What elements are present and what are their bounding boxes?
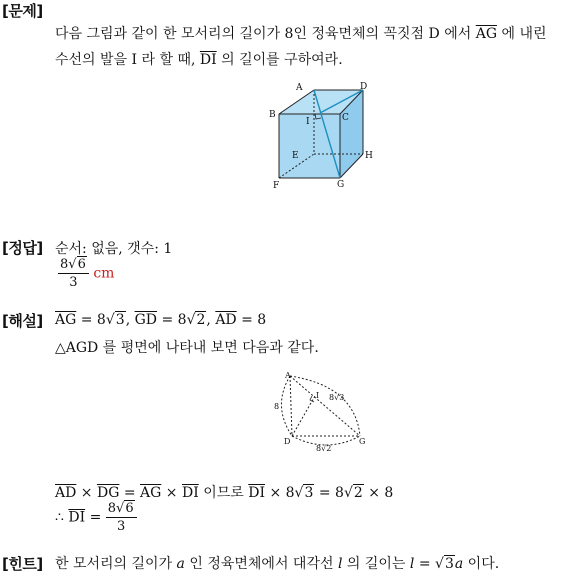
tri-label-i: I	[316, 391, 320, 400]
answer-line-1: 순서: 없음, 갯수: 1	[55, 241, 173, 257]
vertex-g: G	[337, 180, 345, 190]
solution-line-2: △AGD 를 평면에 나타내 보면 다음과 같다.	[55, 340, 319, 356]
vertex-h: H	[365, 151, 373, 161]
vertex-f: F	[273, 181, 280, 191]
vertex-a: A	[296, 83, 303, 93]
tri-label-ad: 8	[274, 402, 280, 411]
vertex-d: D	[360, 82, 368, 92]
triangle-figure	[270, 366, 380, 456]
tri-label-ag: 8√3	[329, 393, 345, 402]
tri-label-dg: 8√2	[316, 444, 332, 453]
solution-eq-1: $\overline{AG} = 8√3$, $\overline{GD} = 8√2$, $\overline{AD} = 8$	[55, 312, 267, 328]
problem-line-1: 다음 그림과 같이 한 모서리의 길이가 8인 정육면체의 꼭짓점 D 에서 $\overline{AG}$ 에 내린	[55, 26, 547, 42]
segment-di: $\overline{DI}$	[199, 52, 217, 68]
vertex-e: E	[292, 151, 299, 161]
solution-fraction: $\frac{8√6}{3}$	[106, 500, 137, 535]
tri-label-d: D	[284, 437, 291, 446]
cube-figure	[266, 80, 381, 192]
problem-line-2: 수선의 발을 I 라 할 때, $\overline{DI}$ 의 길이를 구하여라.	[55, 52, 343, 68]
answer-fraction: $\frac{8√6}{3}$	[58, 256, 89, 291]
solution-label: [해설]	[2, 312, 43, 330]
vertex-i: I	[306, 117, 310, 127]
solution-eq-2: $\overline{AD} \times \overline{DG} = \overline{AG} \times \overline{DI}$ 이므로 $\overline{DI} \times 8√3 = 8√2 \times 8$	[55, 485, 394, 501]
segment-ag: $\overline{AG}$	[475, 26, 498, 42]
answer-value	[58, 256, 114, 291]
hint-text: 한 모서리의 길이가 a 인 정육면체에서 대각선 l 의 길이는 l = √3a 이다.	[55, 556, 500, 572]
tri-label-a: A	[285, 371, 291, 380]
hint-label: [힌트]	[2, 555, 43, 573]
tri-label-g: G	[359, 437, 366, 446]
problem-label: [문제]	[2, 2, 43, 20]
answer-unit: cm	[93, 265, 115, 282]
answer-label: [정답]	[2, 239, 43, 257]
solution-eq-3: ∴ $\overline{DI}$ = $\frac{8√6}{3}$	[55, 500, 137, 535]
vertex-b: B	[269, 110, 276, 120]
vertex-c: C	[342, 113, 349, 123]
